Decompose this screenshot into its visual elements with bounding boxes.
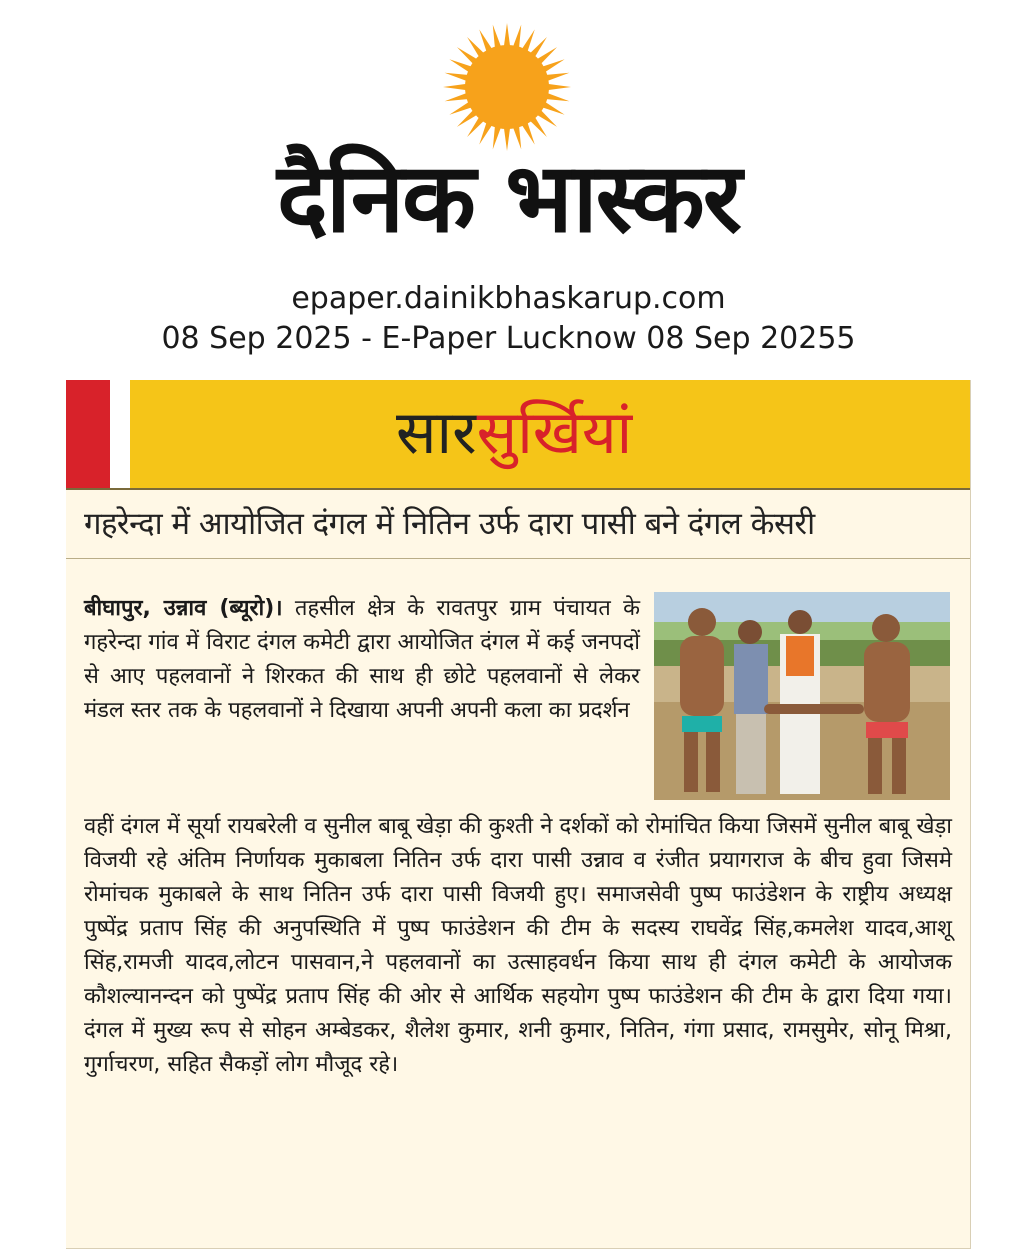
section-banner (66, 380, 970, 488)
edition-dateline: 08 Sep 2025 - E-Paper Lucknow 08 Sep 20255 (161, 321, 856, 356)
banner-red-stripe (66, 380, 110, 488)
wrestlers-photo (654, 592, 950, 800)
banner-divider (66, 488, 970, 490)
article-headline: गहरेन्दा में आयोजित दंगल में नितिन उर्फ दारा पासी बने दंगल केसरी (84, 506, 815, 542)
article-body: वहीं दंगल में सूर्या रायबरेली व सुनील बाबू खेड़ा की कुश्ती ने दर्शकों को रोमांचित किया जिसमें सुनील बाबू खेड़ा विजयी रहे अंतिम निर्णायक मुकाबला नितिन उर्फ दारा पासी उन्नाव व रंजीत प्रयागराज के बीच हुवा जिसमे रोमांचक मुकाबले के साथ नितिन उर्फ दारा पासी विजयी हुए। समाजसेवी पुष्प फाउंडेशन के राष्ट्रीय अध्यक्ष पुष्पेंद्र प्रताप सिंह की अनुपस्थिति में पुष्प फाउंडेशन की टीम के सदस्य राघवेंद्र सिंह,कमलेश यादव,आशू सिंह,रामजी यादव,लोटन पासवान,ने पहलवानों का उत्साहवर्धन किया साथ ही दंगल कमेटी के आयोजक कौशल्यानन्दन को पुष्पेंद्र प्रताप सिंह की ओर से आर्थिक सहयोग पुष्प फाउंडेशन की टीम के द्वारा दिया गया। दंगल में मुख्य रूप से सोहन अम्बेडकर, शैलेश कुमार, शनी कुमार, नितिन, गंगा प्रसाद, रामसुमेर, सोनू मिश्रा, गुर्गाचरण, सहित सैकड़ों लोग मौजूद रहे। (84, 814, 952, 1077)
article-dateline: बीघापुर, उन्नाव (ब्यूरो)। (84, 596, 283, 621)
headline-divider (66, 558, 970, 559)
section-title-part2: सुर्खियां (476, 398, 633, 468)
newspaper-logo: दैनिक भास्कर (277, 142, 740, 254)
news-clipping (66, 380, 971, 1249)
section-title-part1: सार (396, 398, 477, 468)
sun-logo-icon (442, 22, 572, 152)
site-url: epaper.dainikbhaskarup.com (291, 281, 726, 316)
article-lead (84, 592, 640, 728)
banner-white-stripe (110, 380, 130, 488)
masthead (0, 0, 1017, 370)
section-title (396, 388, 632, 480)
article-lead-text: तहसील क्षेत्र के रावतपुर ग्राम पंचायत के गहरेन्दा गांव में विराट दंगल कमेटी द्वारा आयोजित दंगल में कई जनपदों से आए पहलवानों ने शिरकत की साथ ही छोटे पहलवानों से लेकर मंडल स्तर तक के पहलवानों ने दिखाया अपनी अपनी कला का प्रदर्शन (84, 596, 641, 723)
